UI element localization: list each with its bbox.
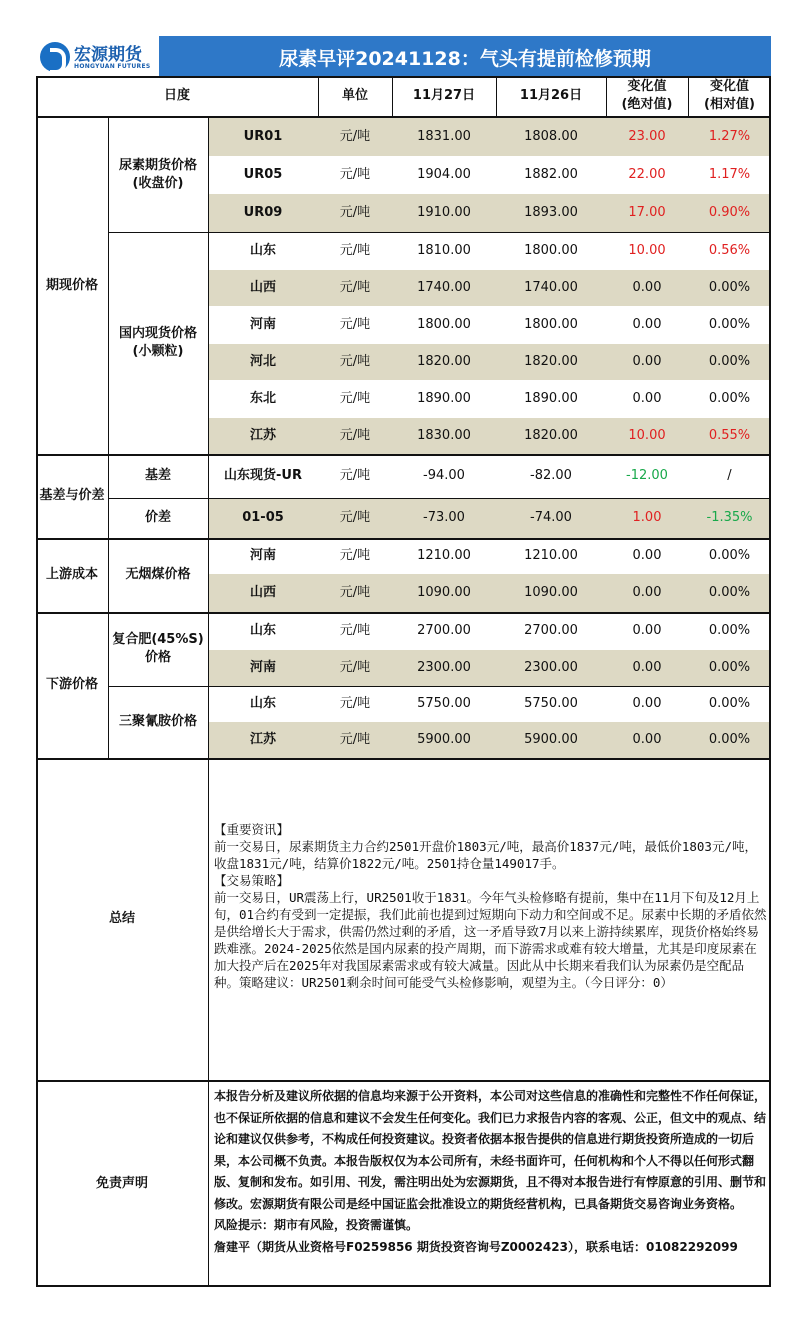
row-1-abs: 23.00 bbox=[628, 129, 666, 144]
row-16-abs: 0.00 bbox=[632, 696, 662, 711]
row-8-abs: 0.00 bbox=[632, 391, 662, 406]
row-16-unit: 元/吨 bbox=[339, 696, 371, 711]
summary-strategy-body: 前一交易日，UR震荡上行，UR2501收于1831。今年气头检修略有提前，集中在11月下旬及12月上旬，01合约有受到一定提振，我们此前也提到过短期向下动力和空间或不足。尿素中长期的矛盾依然是供给增长大于需求，供需仍然过剩的矛盾，这一矛盾导致7月以来上游持续累库，现货价格始终易跌难涨。2024-2025依然是国内尿素的投产周期，而下游需求或难有较大增量，尤其是印度尿素在加大投产后在2025年对我国尿素需求或有较大减量。因此从中长期来看我们认为尿素仍是空配品种。策略建议：UR2501剩余时间可能受气头检修影响，观望为主。（今日评分：0） bbox=[214, 890, 767, 990]
subgroup-domestic-spot bbox=[108, 232, 208, 454]
subgroup-compound-fertilizer bbox=[108, 612, 208, 686]
subgroup-spread: 价差 bbox=[144, 510, 171, 525]
row-2-abs: 22.00 bbox=[628, 167, 666, 182]
row-4-d2: 1800.00 bbox=[524, 243, 578, 258]
row-2-unit: 元/吨 bbox=[339, 167, 371, 182]
row-17-abs: 0.00 bbox=[632, 732, 662, 747]
row-8-d1: 1890.00 bbox=[417, 391, 471, 406]
row-9-unit: 元/吨 bbox=[339, 428, 371, 443]
row-3-d1: 1910.00 bbox=[417, 205, 471, 220]
summary-heading-strategy: 【交易策略】 bbox=[214, 873, 290, 888]
row-8-unit: 元/吨 bbox=[339, 391, 371, 406]
grid-line bbox=[36, 454, 771, 456]
row-2-d2: 1882.00 bbox=[524, 167, 578, 182]
row-3-d2: 1893.00 bbox=[524, 205, 578, 220]
row-17-rel: 0.00% bbox=[708, 732, 751, 747]
subgroup-melamine: 三聚氰胺价格 bbox=[118, 714, 197, 729]
row-12-name: 河南 bbox=[249, 548, 276, 563]
row-13-unit: 元/吨 bbox=[339, 585, 371, 600]
col-header-abs-line1: 变化值 bbox=[627, 79, 667, 94]
row-6-name: 河南 bbox=[249, 317, 276, 332]
grid-line bbox=[496, 76, 497, 116]
col-header-abs-line2: (绝对值) bbox=[621, 97, 673, 112]
row-17-d1: 5900.00 bbox=[417, 732, 471, 747]
row-5-d1: 1740.00 bbox=[417, 280, 471, 295]
subgroup-domestic-spot-l2: (小颗粒) bbox=[132, 344, 184, 359]
row-5-d2: 1740.00 bbox=[524, 280, 578, 295]
row-5-abs: 0.00 bbox=[632, 280, 662, 295]
row-2-name: UR05 bbox=[243, 167, 283, 182]
row-11-d2: -74.00 bbox=[530, 510, 572, 525]
row-4-d1: 1810.00 bbox=[417, 243, 471, 258]
logo-cn-text: 宏源期货 bbox=[74, 45, 142, 65]
row-4-name: 山东 bbox=[249, 243, 276, 258]
col-header-indicator: 日度 bbox=[163, 88, 190, 103]
col-header-abs-change bbox=[606, 76, 688, 116]
row-7-unit: 元/吨 bbox=[339, 354, 371, 369]
row-8-d2: 1890.00 bbox=[524, 391, 578, 406]
disclaimer-content bbox=[214, 1086, 769, 1258]
row-1-d1: 1831.00 bbox=[417, 129, 471, 144]
grid-line bbox=[36, 612, 771, 614]
row-7-rel: 0.00% bbox=[708, 354, 751, 369]
row-9-d1: 1830.00 bbox=[417, 428, 471, 443]
row-16-rel: 0.00% bbox=[708, 696, 751, 711]
row-9-d2: 1820.00 bbox=[524, 428, 578, 443]
col-header-date1: 11月27日 bbox=[412, 88, 476, 103]
row-15-name: 河南 bbox=[249, 660, 276, 675]
col-header-date2: 11月26日 bbox=[519, 88, 583, 103]
row-16-d1: 5750.00 bbox=[417, 696, 471, 711]
row-5-unit: 元/吨 bbox=[339, 280, 371, 295]
row-6-d2: 1800.00 bbox=[524, 317, 578, 332]
row-3-unit: 元/吨 bbox=[339, 205, 371, 220]
row-6-unit: 元/吨 bbox=[339, 317, 371, 332]
row-14-name: 山东 bbox=[249, 623, 276, 638]
row-7-d2: 1820.00 bbox=[524, 354, 578, 369]
row-12-abs: 0.00 bbox=[632, 548, 662, 563]
row-3-abs: 17.00 bbox=[628, 205, 666, 220]
col-header-rel-change bbox=[688, 76, 771, 116]
row-4-abs: 10.00 bbox=[628, 243, 666, 258]
row-14-rel: 0.00% bbox=[708, 623, 751, 638]
row-1-rel: 1.27% bbox=[708, 129, 751, 144]
row-10-rel: / bbox=[727, 468, 732, 483]
row-6-d1: 1800.00 bbox=[417, 317, 471, 332]
summary-content bbox=[214, 821, 769, 991]
row-1-d2: 1808.00 bbox=[524, 129, 578, 144]
row-15-d2: 2300.00 bbox=[524, 660, 578, 675]
logo-en-text: HONGYUAN FUTURES bbox=[74, 63, 151, 70]
row-12-d2: 1210.00 bbox=[524, 548, 578, 563]
row-10-unit: 元/吨 bbox=[339, 468, 371, 483]
analyst-contact: 詹建平（期货从业资格号F0259856 期货投资咨询号Z0002423），联系电话：01082292099 bbox=[214, 1239, 738, 1254]
subgroup-domestic-spot-l1: 国内现货价格 bbox=[118, 326, 197, 341]
row-17-name: 江苏 bbox=[249, 732, 276, 747]
row-16-d2: 5750.00 bbox=[524, 696, 578, 711]
grid-line bbox=[318, 76, 319, 116]
row-12-unit: 元/吨 bbox=[339, 548, 371, 563]
subgroup-anthracite: 无烟煤价格 bbox=[125, 567, 191, 582]
row-2-rel: 1.17% bbox=[708, 167, 751, 182]
summary-label: 总结 bbox=[108, 911, 135, 926]
grid-line bbox=[36, 1285, 771, 1287]
row-7-name: 河北 bbox=[249, 354, 276, 369]
grid-line bbox=[769, 76, 771, 1287]
grid-line bbox=[36, 76, 771, 78]
col-header-unit: 单位 bbox=[341, 88, 368, 103]
row-17-d2: 5900.00 bbox=[524, 732, 578, 747]
row-14-d1: 2700.00 bbox=[417, 623, 471, 638]
row-14-abs: 0.00 bbox=[632, 623, 662, 638]
row-12-rel: 0.00% bbox=[708, 548, 751, 563]
col-header-rel-line1: 变化值 bbox=[709, 79, 749, 94]
row-13-d1: 1090.00 bbox=[417, 585, 471, 600]
summary-heading-news: 【重要资讯】 bbox=[214, 822, 290, 837]
row-10-d2: -82.00 bbox=[530, 468, 572, 483]
subgroup-urea-futures-l2: (收盘价) bbox=[132, 176, 184, 191]
grid-line bbox=[392, 76, 393, 116]
row-7-abs: 0.00 bbox=[632, 354, 662, 369]
row-4-rel: 0.56% bbox=[708, 243, 751, 258]
row-1-name: UR01 bbox=[243, 129, 283, 144]
report-header bbox=[36, 36, 771, 76]
row-11-rel: -1.35% bbox=[706, 510, 753, 525]
row-9-abs: 10.00 bbox=[628, 428, 666, 443]
row-4-unit: 元/吨 bbox=[339, 243, 371, 258]
row-10-abs: -12.00 bbox=[626, 468, 668, 483]
summary-news-body: 前一交易日，尿素期货主力合约2501开盘价1803元/吨，最高价1837元/吨，最低价1803元/吨，收盘1831元/吨，结算价1822元/吨。2501持仓量149017手。 bbox=[214, 839, 757, 871]
row-11-name: 01-05 bbox=[242, 510, 284, 525]
row-15-abs: 0.00 bbox=[632, 660, 662, 675]
group-downstream-price: 下游价格 bbox=[45, 677, 98, 692]
subgroup-urea-futures bbox=[108, 118, 208, 232]
row-15-rel: 0.00% bbox=[708, 660, 751, 675]
subgroup-basis: 基差 bbox=[144, 468, 171, 483]
subgroup-compound-l1: 复合肥(45%S) bbox=[112, 632, 204, 647]
grid-line bbox=[36, 116, 771, 118]
row-3-name: UR09 bbox=[243, 205, 283, 220]
grid-line bbox=[36, 76, 38, 1287]
report-title: 尿素早评20241128：气头有提前检修预期 bbox=[279, 48, 651, 70]
row-2-d1: 1904.00 bbox=[417, 167, 471, 182]
grid-line bbox=[36, 538, 771, 540]
row-11-unit: 元/吨 bbox=[339, 510, 371, 525]
row-10-d1: -94.00 bbox=[423, 468, 465, 483]
row-5-name: 山西 bbox=[249, 280, 276, 295]
row-3-rel: 0.90% bbox=[708, 205, 751, 220]
grid-line bbox=[36, 1080, 771, 1082]
row-12-d1: 1210.00 bbox=[417, 548, 471, 563]
row-16-name: 山东 bbox=[249, 696, 276, 711]
grid-line bbox=[688, 76, 689, 116]
row-5-rel: 0.00% bbox=[708, 280, 751, 295]
subgroup-compound-l2: 价格 bbox=[144, 650, 171, 665]
row-1-unit: 元/吨 bbox=[339, 129, 371, 144]
row-7-d1: 1820.00 bbox=[417, 354, 471, 369]
row-8-rel: 0.00% bbox=[708, 391, 751, 406]
subgroup-urea-futures-l1: 尿素期货价格 bbox=[118, 158, 197, 173]
row-14-unit: 元/吨 bbox=[339, 623, 371, 638]
row-14-d2: 2700.00 bbox=[524, 623, 578, 638]
row-6-rel: 0.00% bbox=[708, 317, 751, 332]
grid-line bbox=[36, 758, 771, 760]
row-9-rel: 0.55% bbox=[708, 428, 751, 443]
row-13-d2: 1090.00 bbox=[524, 585, 578, 600]
col-header-rel-line2: (相对值) bbox=[704, 97, 755, 112]
grid-line bbox=[208, 116, 209, 1287]
row-9-name: 江苏 bbox=[249, 428, 276, 443]
price-table bbox=[36, 76, 771, 1287]
row-10-name: 山东现货-UR bbox=[224, 468, 302, 483]
title-bar bbox=[159, 36, 771, 76]
group-upstream-cost: 上游成本 bbox=[45, 567, 98, 582]
row-11-d1: -73.00 bbox=[423, 510, 465, 525]
logo-mark-icon bbox=[40, 42, 70, 72]
disclaimer-label: 免责声明 bbox=[95, 1175, 148, 1191]
row-8-name: 东北 bbox=[249, 391, 276, 406]
row-6-abs: 0.00 bbox=[632, 317, 662, 332]
row-13-rel: 0.00% bbox=[708, 585, 751, 600]
grid-line bbox=[108, 116, 109, 758]
row-13-name: 山西 bbox=[249, 585, 276, 600]
group-basis-spread: 基差与价差 bbox=[39, 488, 105, 503]
grid-line bbox=[606, 76, 607, 116]
row-13-abs: 0.00 bbox=[632, 585, 662, 600]
company-logo bbox=[36, 36, 159, 76]
group-spot-price: 期现价格 bbox=[45, 278, 98, 293]
row-15-d1: 2300.00 bbox=[417, 660, 471, 675]
row-15-unit: 元/吨 bbox=[339, 660, 371, 675]
disclaimer-body: 本报告分析及建议所依据的信息均来源于公开资料，本公司对这些信息的准确性和完整性不作任何保证，也不保证所依据的信息和建议不会发生任何变化。我们已力求报告内容的客观、公正，但文中的观点、结论和建议仅供参考，不构成任何投资建议。投资者依据本报告提供的信息进行期货投资所造成的一切后果，本公司概不负责。本报告版权仅为本公司所有，未经书面许可，任何机构和个人不得以任何形式翻版、复制和发布。如引用、刊发，需注明出处为宏源期货，且不得对本报告进行有悖原意的引用、删节和修改。宏源期货有限公司是经中国证监会批准设立的期货经营机构，已具备期货交易咨询业务资格。 bbox=[214, 1089, 767, 1211]
risk-notice: 风险提示：期市有风险，投资需谨慎。 bbox=[214, 1218, 419, 1232]
row-17-unit: 元/吨 bbox=[339, 732, 371, 747]
row-11-abs: 1.00 bbox=[632, 510, 662, 525]
